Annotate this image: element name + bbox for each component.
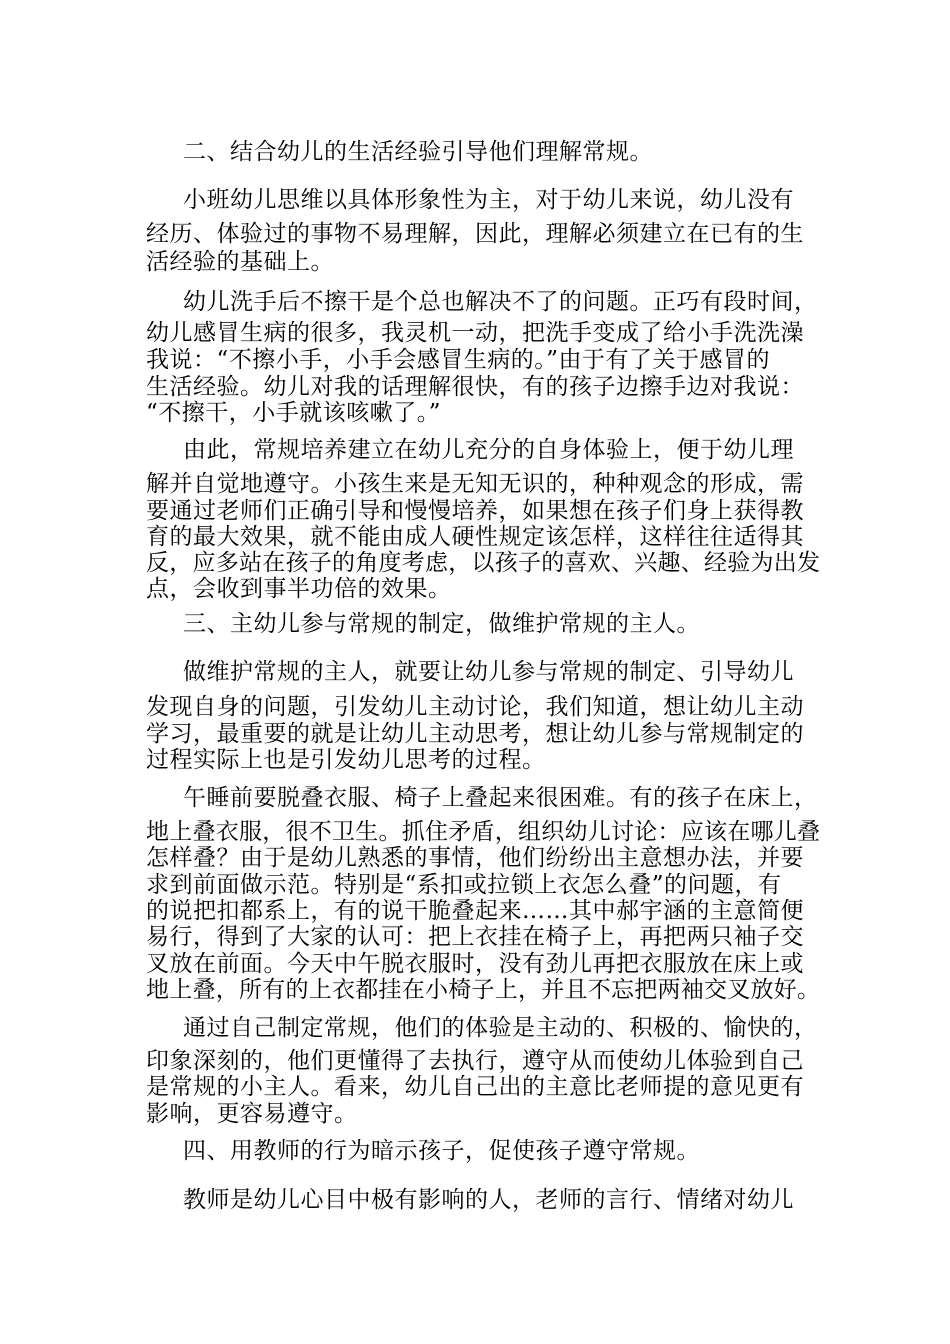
paragraph-line: 活经验的基础上。: [146, 249, 334, 275]
paragraph-line: 是常规的小主人。看来，幼儿自己出的主意比老师提的意见更有: [146, 1074, 804, 1100]
paragraph-line: 做维护常规的主人，就要让幼儿参与常规的制定、引导幼儿: [183, 659, 794, 685]
paragraph-line: 地上叠，所有的上衣都挂在小椅子上，并且不忘把两袖交叉放好。: [146, 977, 821, 1003]
paragraph-line: 的说把扣都系上，有的说干脆叠起来……其中郝宇涵的主意简便: [146, 898, 804, 924]
paragraph-line: 教师是幼儿心目中极有影响的人，老师的言行、情绪对幼儿: [183, 1187, 794, 1213]
paragraph-line: 过程实际上也是引发幼儿思考的过程。: [146, 747, 546, 773]
paragraph-line: 午睡前要脱叠衣服、椅子上叠起来很困难。有的孩子在床上，: [183, 785, 818, 811]
paragraph-line: 经历、体验过的事物不易理解，因此，理解必须建立在已有的生: [146, 221, 804, 247]
section-heading-4: 四、用教师的行为暗示孩子，促使孩子遵守常规。: [183, 1138, 700, 1164]
paragraph-line: 易行，得到了大家的认可：把上衣挂在椅子上，再把两只袖子交: [146, 924, 804, 950]
paragraph-line: 反，应多站在孩子的角度考虑，以孩子的喜欢、兴趣、经验为出发: [146, 550, 821, 576]
paragraph-line: 幼儿洗手后不擦干是个总也解决不了的问题。正巧有段时间，: [183, 289, 818, 315]
paragraph-line: 学习，最重要的就是让幼儿主动思考，想让幼儿参与常规制定的: [146, 721, 804, 747]
paragraph-line: 由此，常规培养建立在幼儿充分的自身体验上，便于幼儿理: [183, 437, 794, 463]
paragraph-line: 幼儿感冒生病的很多，我灵机一动，把洗手变成了给小手洗洗澡: [146, 320, 804, 346]
paragraph-line: 叉放在前面。今天中午脱衣服时，没有劲儿再把衣服放在床上或: [146, 951, 804, 977]
paragraph-line: 育的最大效果，就不能由成人硬性规定该怎样，这样往往适得其: [146, 524, 804, 550]
paragraph-line: 解并自觉地遵守。小孩生来是无知无识的，种种观念的形成，需: [146, 471, 804, 497]
paragraph-line: 发现自身的问题，引发幼儿主动讨论，我们知道，想让幼儿主动: [146, 694, 804, 720]
paragraph-line: “不擦干，小手就该咳嗽了。”: [146, 400, 442, 426]
paragraph-line: 印象深刻的，他们更懂得了去执行，遵守从而使幼儿体验到自己: [146, 1048, 804, 1074]
paragraph-line: 要通过老师们正确引导和慢慢培养，如果想在孩子们身上获得教: [146, 498, 804, 524]
paragraph-line: 点，会收到事半功倍的效果。: [146, 576, 452, 602]
paragraph-line: 怎样叠？由于是幼儿熟悉的事情，他们纷纷出主意想办法，并要: [146, 845, 804, 871]
section-heading-2: 二、结合幼儿的生活经验引导他们理解常规。: [183, 139, 653, 165]
paragraph-line: 生活经验。幼儿对我的话理解很快，有的孩子边擦手边对我说：: [146, 374, 804, 400]
paragraph-line: 小班幼儿思维以具体形象性为主，对于幼儿来说，幼儿没有: [183, 187, 794, 213]
paragraph-line: 求到前面做示范。特别是“系扣或拉锁上衣怎么叠”的问题，有: [146, 872, 782, 898]
paragraph-line: 通过自己制定常规，他们的体验是主动的、积极的、愉快的，: [183, 1015, 818, 1041]
paragraph-line: 地上叠衣服，很不卫生。抓住矛盾，组织幼儿讨论：应该在哪儿叠: [146, 819, 821, 845]
paragraph-line: 我说：“不擦小手，小手会感冒生病的。”由于有了关于感冒的: [146, 347, 771, 373]
paragraph-line: 影响，更容易遵守。: [146, 1101, 358, 1127]
section-heading-3: 三、主幼儿参与常规的制定，做维护常规的主人。: [183, 611, 700, 637]
